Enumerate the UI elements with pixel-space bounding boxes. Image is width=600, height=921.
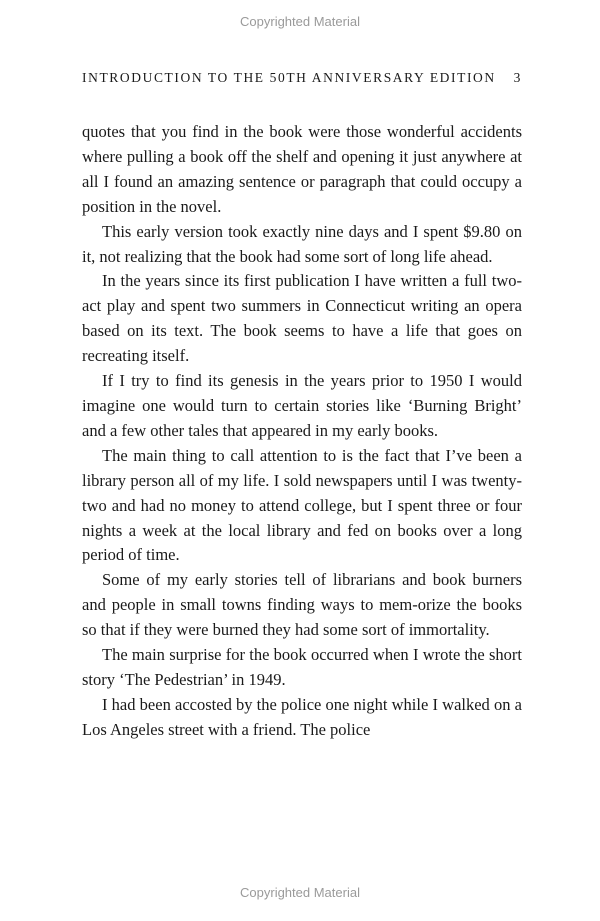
paragraph: In the years since its first publication I have written a full two-act play and spent two summers in Connecticut writing an opera based on its text. The book seems to have a life that goes on recreating itself. [82,271,522,366]
paragraph: Some of my early stories tell of librarians and book burners and people in small towns finding ways to mem-orize the books so that if they were burned they had some sort of immortality. [82,570,522,640]
running-head [82,70,522,86]
paragraph: quotes that you find in the book were those wonderful accidents where pulling a book off the shelf and opening it just anywhere at all I found an amazing sentence or paragraph that could occupy a position in the novel. [82,122,522,216]
copyright-watermark-bottom: Copyrighted Material [240,885,360,900]
copyright-watermark-top: Copyrighted Material [240,14,360,29]
paragraph: I had been accosted by the police one night while I walked on a Los Angeles street with a friend. The police [82,694,522,739]
paragraph: If I try to find its genesis in the years prior to 1950 I would imagine one would turn to certain stories like ‘Burning Bright’ and a few other tales that appeared in my early books. [82,371,522,440]
page-number: 3 [513,70,522,85]
paragraph: This early version took exactly nine days and I spent $9.80 on it, not realizing that the book had some sort of long life ahead. [82,221,522,266]
running-head-title: INTRODUCTION TO THE 50TH ANNIVERSARY EDITION [82,70,496,85]
paragraph: The main surprise for the book occurred when I wrote the short story ‘The Pedestrian’ in 1949. [82,645,522,689]
body-text [82,120,522,743]
paragraph: The main thing to call attention to is the fact that I’ve been a library person all of my life. I sold newspapers until I was twenty-two and had no money to attend college, but I spent three or four nights a week at the local library and fed on books over a long period of time. [82,445,522,565]
